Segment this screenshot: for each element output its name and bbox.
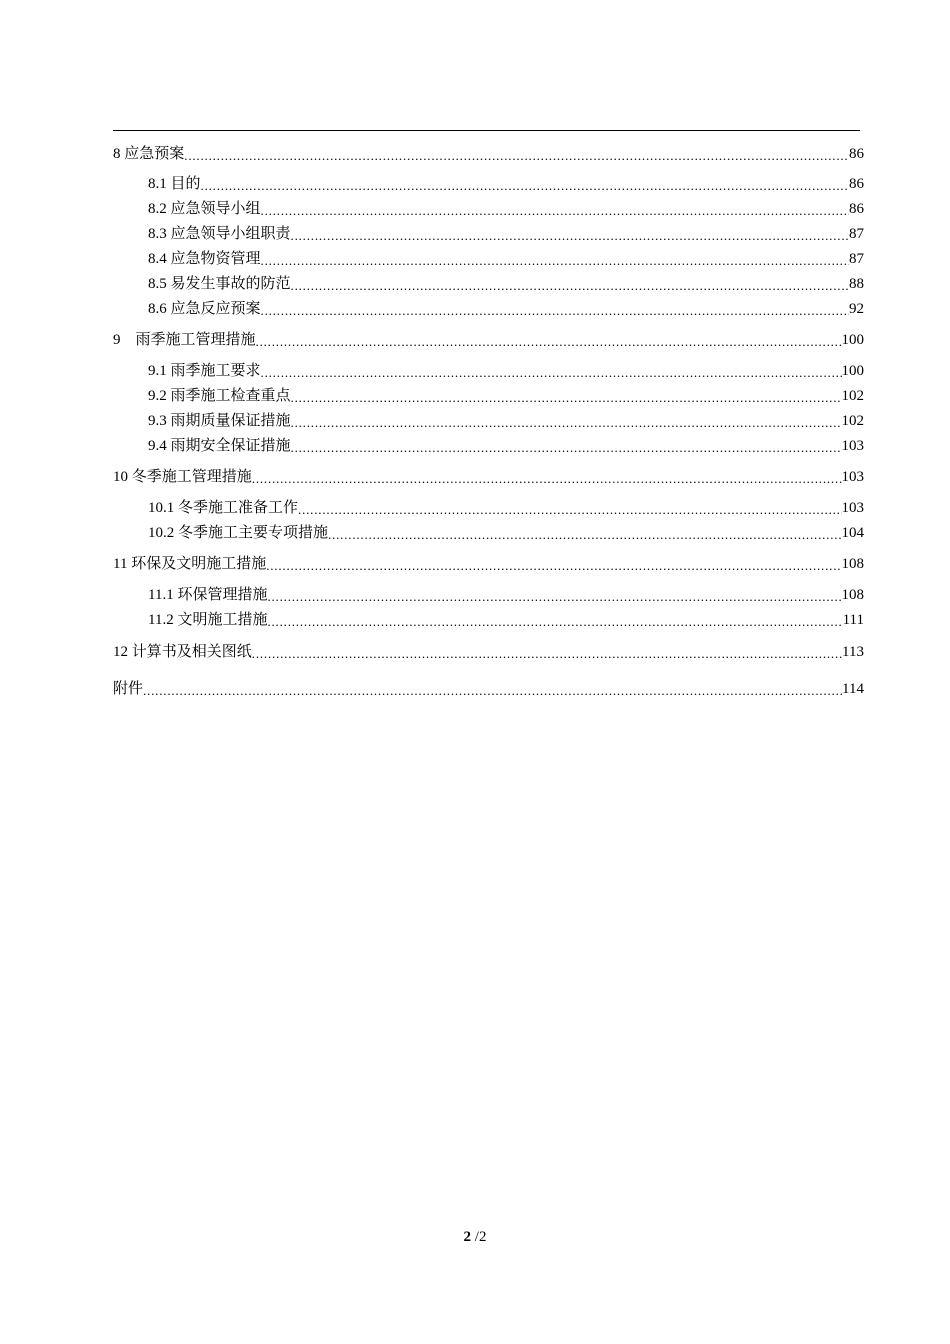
- toc-leader: [291, 411, 842, 431]
- toc-entry[interactable]: [148, 519, 864, 543]
- toc-entry-page: 100: [841, 332, 864, 348]
- toc-leader: [261, 299, 849, 319]
- toc-entry[interactable]: [148, 382, 864, 406]
- toc-entry[interactable]: [148, 170, 864, 194]
- toc-entry[interactable]: [148, 432, 864, 456]
- header-rule: [113, 130, 860, 131]
- toc-leader: [261, 361, 842, 381]
- toc-entry-label: 8.4 应急物资管理: [148, 251, 261, 267]
- toc-entry[interactable]: [113, 638, 864, 662]
- toc-entry-page: 103: [841, 469, 864, 485]
- toc-entry-page: 86: [849, 176, 864, 192]
- toc-entry[interactable]: [148, 494, 864, 518]
- current-page-number: 2: [463, 1229, 472, 1245]
- toc-entry-page: 88: [849, 276, 864, 292]
- toc-entry-page: 87: [849, 251, 864, 267]
- toc-entry-label: 11.2 文明施工措施: [148, 612, 268, 628]
- toc-entry-label: 8.2 应急领导小组: [148, 201, 261, 217]
- toc-entry-page: 87: [849, 226, 864, 242]
- toc-entry-label: 10.2 冬季施工主要专项措施: [148, 525, 329, 541]
- toc-leader: [291, 386, 842, 406]
- toc-entry-label: 8.5 易发生事故的防范: [148, 276, 291, 292]
- toc-leader: [298, 498, 841, 518]
- toc-entry[interactable]: [148, 357, 864, 381]
- toc-leader: [266, 554, 841, 574]
- toc-entry[interactable]: [148, 220, 864, 244]
- toc-entry-page: 108: [841, 587, 864, 603]
- toc-entry-page: 102: [841, 413, 864, 429]
- toc-leader: [143, 679, 842, 699]
- toc-entry-page: 102: [841, 388, 864, 404]
- toc-leader: [328, 523, 841, 543]
- toc-entry[interactable]: [148, 407, 864, 431]
- toc-leader: [256, 330, 842, 350]
- toc-entry[interactable]: [148, 581, 864, 605]
- toc-entry-page: 92: [849, 301, 864, 317]
- toc-entry-page: 86: [849, 201, 864, 217]
- toc-entry-label: 9.1 雨季施工要求: [148, 363, 261, 379]
- toc-entry[interactable]: [148, 295, 864, 319]
- toc-entry-page: 104: [841, 525, 864, 541]
- toc-entry-label: 11.1 环保管理措施: [148, 587, 268, 603]
- toc-entry-page: 111: [842, 612, 864, 628]
- toc-entry-page: 114: [842, 681, 864, 697]
- toc-entry-page: 100: [841, 363, 864, 379]
- toc-entry[interactable]: [113, 140, 864, 164]
- toc-leader: [252, 467, 842, 487]
- toc-entry[interactable]: [148, 270, 864, 294]
- toc-leader: [261, 249, 849, 269]
- toc-entry[interactable]: [113, 463, 864, 487]
- toc-entry-label: 9.3 雨期质量保证措施: [148, 413, 291, 429]
- total-page-count: /2: [474, 1229, 487, 1245]
- toc-entry-label: 8.6 应急反应预案: [148, 301, 261, 317]
- toc-entry-label: 10.1 冬季施工准备工作: [148, 500, 299, 516]
- toc-leader: [291, 224, 849, 244]
- toc-entry[interactable]: [113, 326, 864, 350]
- toc-entry-page: 103: [841, 438, 864, 454]
- toc-entry-label: 9.4 雨期安全保证措施: [148, 438, 291, 454]
- toc-entry-label: 10 冬季施工管理措施: [113, 469, 252, 485]
- toc-entry[interactable]: [113, 675, 864, 699]
- toc-entry-label: 11 环保及文明施工措施: [113, 556, 267, 572]
- toc-entry[interactable]: [148, 245, 864, 269]
- toc-entry-label: 8 应急预案: [113, 146, 185, 162]
- toc-entry[interactable]: [113, 550, 864, 574]
- toc-leader: [201, 174, 849, 194]
- toc-leader: [291, 274, 849, 294]
- toc-entry-page: 103: [841, 500, 864, 516]
- toc-entry-label: 8.3 应急领导小组职责: [148, 226, 291, 242]
- toc-entry-label: 12 计算书及相关图纸: [113, 644, 252, 660]
- toc-entry-label: 9 雨季施工管理措施: [113, 332, 256, 348]
- toc-entry-page: 113: [842, 644, 864, 660]
- page-footer: [0, 1229, 950, 1246]
- toc-entry-label: 8.1 目的: [148, 176, 201, 192]
- toc-entry[interactable]: [148, 195, 864, 219]
- toc-entry[interactable]: [148, 606, 864, 630]
- toc-entry-page: 108: [841, 556, 864, 572]
- toc-entry-page: 86: [849, 146, 864, 162]
- toc-entry-label: 附件: [113, 681, 144, 697]
- toc-leader: [261, 199, 849, 219]
- toc-entry-label: 9.2 雨季施工检查重点: [148, 388, 291, 404]
- toc-leader: [252, 642, 842, 662]
- toc-leader: [184, 144, 849, 164]
- toc-leader: [291, 436, 842, 456]
- toc-leader: [267, 585, 841, 605]
- toc-leader: [267, 610, 842, 630]
